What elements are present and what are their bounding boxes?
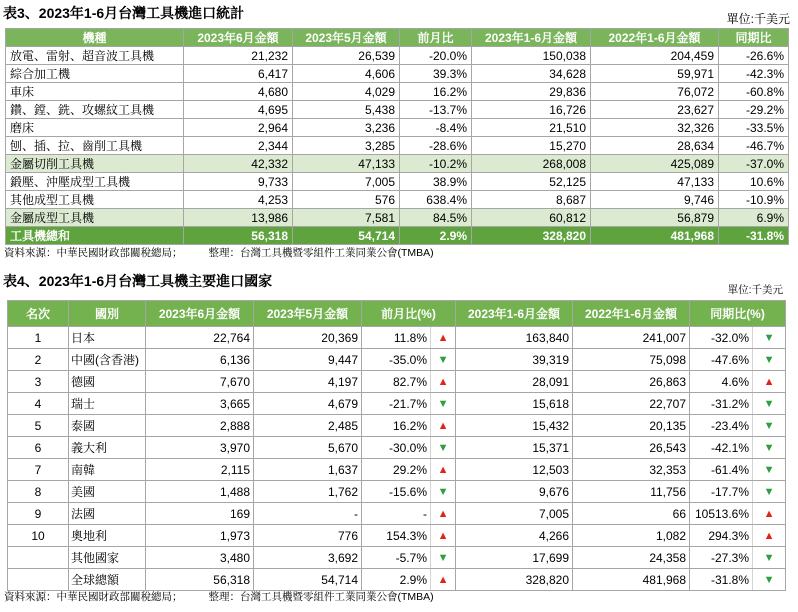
yoy-change: -37.0%	[719, 155, 789, 173]
header-machine-type: 機種	[6, 29, 184, 47]
may-2023-amount: 5,670	[254, 437, 362, 459]
ytd-2023-amount: 60,812	[472, 209, 591, 227]
country: 全球總額	[69, 569, 146, 591]
yoy-change: -46.7%	[719, 137, 789, 155]
may-2023-amount: 1,637	[254, 459, 362, 481]
mom-change: -28.6%	[400, 137, 472, 155]
country: 其他國家	[69, 547, 146, 569]
ytd-2022-amount: 56,879	[591, 209, 719, 227]
may-2023-amount: 3,692	[254, 547, 362, 569]
mom-trend-arrow-icon: ▼	[431, 393, 456, 415]
rank: 10	[8, 525, 69, 547]
mom-change: -10.2%	[400, 155, 472, 173]
ytd-2023-amount: 7,005	[456, 503, 573, 525]
table3-row	[6, 65, 789, 83]
ytd-2023-amount: 328,820	[456, 569, 573, 591]
yoy-change: -42.1%	[690, 437, 753, 459]
mom-change: 11.8%	[362, 327, 431, 349]
yoy-trend-arrow-icon: ▼	[753, 437, 786, 459]
table3-row	[6, 47, 789, 65]
may-2023-amount: 20,369	[254, 327, 362, 349]
jun-2023-amount: 13,986	[184, 209, 293, 227]
ytd-2022-amount: 26,863	[573, 371, 690, 393]
header-may-2023-amount: 2023年5月金額	[254, 301, 362, 327]
rank: 1	[8, 327, 69, 349]
jun-2023-amount: 4,695	[184, 101, 293, 119]
ytd-2023-amount: 15,371	[456, 437, 573, 459]
ytd-2022-amount: 11,756	[573, 481, 690, 503]
table3-header-row	[6, 29, 789, 47]
jun-2023-amount: 2,344	[184, 137, 293, 155]
jun-2023-amount: 6,136	[146, 349, 254, 371]
jun-2023-amount: 21,232	[184, 47, 293, 65]
mom-trend-arrow-icon: ▲	[431, 503, 456, 525]
mom-change: 2.9%	[362, 569, 431, 591]
ytd-2023-amount: 9,676	[456, 481, 573, 503]
header-may-2023-amount: 2023年5月金額	[293, 29, 400, 47]
table3-source-note	[4, 247, 434, 259]
yoy-trend-arrow-icon: ▼	[753, 349, 786, 371]
table4-unit-label: 單位:千美元	[727, 284, 783, 296]
rank: 7	[8, 459, 69, 481]
mom-trend-arrow-icon: ▲	[431, 415, 456, 437]
may-2023-amount: 7,581	[293, 209, 400, 227]
table4-row	[8, 525, 786, 547]
yoy-change: -33.5%	[719, 119, 789, 137]
table3-title: 表3、2023年1-6月台灣工具機進口統計	[3, 5, 245, 21]
country: 中國(含香港)	[69, 349, 146, 371]
ytd-2022-amount: 75,098	[573, 349, 690, 371]
rank	[8, 547, 69, 569]
table4-title: 表4、2023年1-6月台灣工具機主要進口國家	[3, 273, 273, 289]
may-2023-amount: 776	[254, 525, 362, 547]
may-2023-amount: 54,714	[254, 569, 362, 591]
compiler-text: 整理：台灣工具機暨零組件工業同業公會(TMBA)	[208, 591, 434, 603]
may-2023-amount: 4,197	[254, 371, 362, 393]
yoy-change: 6.9%	[719, 209, 789, 227]
ytd-2023-amount: 17,699	[456, 547, 573, 569]
may-2023-amount: 4,606	[293, 65, 400, 83]
yoy-change: -42.3%	[719, 65, 789, 83]
mom-change: 39.3%	[400, 65, 472, 83]
yoy-change: -61.4%	[690, 459, 753, 481]
ytd-2022-amount: 32,353	[573, 459, 690, 481]
ytd-2022-amount: 26,543	[573, 437, 690, 459]
jun-2023-amount: 4,680	[184, 83, 293, 101]
ytd-2023-amount: 21,510	[472, 119, 591, 137]
mom-trend-arrow-icon: ▼	[431, 481, 456, 503]
table4-row	[8, 459, 786, 481]
mom-change: 16.2%	[362, 415, 431, 437]
ytd-2023-amount: 39,319	[456, 349, 573, 371]
mom-change: 16.2%	[400, 83, 472, 101]
ytd-2023-amount: 268,008	[472, 155, 591, 173]
header-yoy-change: 同期比(%)	[690, 301, 786, 327]
country: 南韓	[69, 459, 146, 481]
country: 瑞士	[69, 393, 146, 415]
machine-type: 金屬成型工具機	[6, 209, 184, 227]
ytd-2023-amount: 15,618	[456, 393, 573, 415]
jun-2023-amount: 56,318	[184, 227, 293, 245]
ytd-2022-amount: 28,634	[591, 137, 719, 155]
jun-2023-amount: 3,970	[146, 437, 254, 459]
rank: 4	[8, 393, 69, 415]
yoy-change: -31.8%	[690, 569, 753, 591]
may-2023-amount: 54,714	[293, 227, 400, 245]
table4-row	[8, 349, 786, 371]
table4-row	[8, 327, 786, 349]
yoy-change: -27.3%	[690, 547, 753, 569]
jun-2023-amount: 22,764	[146, 327, 254, 349]
table3-subtotal-row	[6, 155, 789, 173]
yoy-trend-arrow-icon: ▼	[753, 415, 786, 437]
ytd-2022-amount: 20,135	[573, 415, 690, 437]
table4-other-countries-row	[8, 547, 786, 569]
machine-type: 磨床	[6, 119, 184, 137]
mom-change: -30.0%	[362, 437, 431, 459]
jun-2023-amount: 169	[146, 503, 254, 525]
yoy-change: -17.7%	[690, 481, 753, 503]
yoy-change: -23.4%	[690, 415, 753, 437]
ytd-2023-amount: 328,820	[472, 227, 591, 245]
jun-2023-amount: 42,332	[184, 155, 293, 173]
ytd-2023-amount: 28,091	[456, 371, 573, 393]
country: 義大利	[69, 437, 146, 459]
country: 奧地利	[69, 525, 146, 547]
mom-change: 154.3%	[362, 525, 431, 547]
yoy-trend-arrow-icon: ▼	[753, 569, 786, 591]
table4-header-row	[8, 301, 786, 327]
rank: 8	[8, 481, 69, 503]
jun-2023-amount: 2,888	[146, 415, 254, 437]
table3-subtotal-row	[6, 209, 789, 227]
mom-trend-arrow-icon: ▲	[431, 459, 456, 481]
table4-total-row	[8, 569, 786, 591]
header-ytd-2022-amount: 2022年1-6月金額	[591, 29, 719, 47]
jun-2023-amount: 3,480	[146, 547, 254, 569]
ytd-2022-amount: 22,707	[573, 393, 690, 415]
jun-2023-amount: 1,973	[146, 525, 254, 547]
ytd-2023-amount: 4,266	[456, 525, 573, 547]
yoy-change: -32.0%	[690, 327, 753, 349]
may-2023-amount: 47,133	[293, 155, 400, 173]
may-2023-amount: 3,236	[293, 119, 400, 137]
mom-change: 29.2%	[362, 459, 431, 481]
may-2023-amount: 26,539	[293, 47, 400, 65]
table3-row	[6, 173, 789, 191]
mom-change: 82.7%	[362, 371, 431, 393]
ytd-2022-amount: 241,007	[573, 327, 690, 349]
ytd-2022-amount: 59,971	[591, 65, 719, 83]
yoy-change: 294.3%	[690, 525, 753, 547]
yoy-change: -26.6%	[719, 47, 789, 65]
header-jun-2023-amount: 2023年6月金額	[184, 29, 293, 47]
jun-2023-amount: 9,733	[184, 173, 293, 191]
yoy-trend-arrow-icon: ▼	[753, 481, 786, 503]
table3-row	[6, 83, 789, 101]
table3-total-row	[6, 227, 789, 245]
mom-change: -8.4%	[400, 119, 472, 137]
ytd-2022-amount: 425,089	[591, 155, 719, 173]
table3-machine-tool-imports	[5, 28, 789, 245]
may-2023-amount: -	[254, 503, 362, 525]
ytd-2023-amount: 29,836	[472, 83, 591, 101]
yoy-change: -10.9%	[719, 191, 789, 209]
yoy-change: -60.8%	[719, 83, 789, 101]
mom-trend-arrow-icon: ▼	[431, 349, 456, 371]
may-2023-amount: 2,485	[254, 415, 362, 437]
header-ytd-2023-amount: 2023年1-6月金額	[472, 29, 591, 47]
yoy-change: 4.6%	[690, 371, 753, 393]
yoy-change: -29.2%	[719, 101, 789, 119]
ytd-2022-amount: 32,326	[591, 119, 719, 137]
ytd-2022-amount: 23,627	[591, 101, 719, 119]
yoy-change: -31.2%	[690, 393, 753, 415]
mom-change: -20.0%	[400, 47, 472, 65]
header-yoy-change: 同期比	[719, 29, 789, 47]
may-2023-amount: 7,005	[293, 173, 400, 191]
mom-trend-arrow-icon: ▲	[431, 371, 456, 393]
table3-row	[6, 191, 789, 209]
rank: 5	[8, 415, 69, 437]
rank: 6	[8, 437, 69, 459]
jun-2023-amount: 7,670	[146, 371, 254, 393]
yoy-trend-arrow-icon: ▲	[753, 525, 786, 547]
mom-change: 38.9%	[400, 173, 472, 191]
country: 泰國	[69, 415, 146, 437]
mom-change: -5.7%	[362, 547, 431, 569]
table4-row	[8, 437, 786, 459]
ytd-2022-amount: 9,746	[591, 191, 719, 209]
ytd-2022-amount: 66	[573, 503, 690, 525]
country: 美國	[69, 481, 146, 503]
ytd-2022-amount: 76,072	[591, 83, 719, 101]
jun-2023-amount: 1,488	[146, 481, 254, 503]
mom-change: 2.9%	[400, 227, 472, 245]
mom-trend-arrow-icon: ▲	[431, 569, 456, 591]
may-2023-amount: 9,447	[254, 349, 362, 371]
ytd-2023-amount: 8,687	[472, 191, 591, 209]
rank: 3	[8, 371, 69, 393]
may-2023-amount: 1,762	[254, 481, 362, 503]
machine-type: 綜合加工機	[6, 65, 184, 83]
mom-change: -15.6%	[362, 481, 431, 503]
ytd-2022-amount: 481,968	[573, 569, 690, 591]
source-text: 資料來源：中華民國財政部關稅總局；	[4, 591, 183, 603]
header-rank: 名次	[8, 301, 69, 327]
may-2023-amount: 4,679	[254, 393, 362, 415]
ytd-2022-amount: 1,082	[573, 525, 690, 547]
ytd-2023-amount: 163,840	[456, 327, 573, 349]
ytd-2023-amount: 15,432	[456, 415, 573, 437]
mom-change: 638.4%	[400, 191, 472, 209]
jun-2023-amount: 2,964	[184, 119, 293, 137]
ytd-2022-amount: 24,358	[573, 547, 690, 569]
table4-row	[8, 415, 786, 437]
table4-row	[8, 503, 786, 525]
machine-type: 金屬切削工具機	[6, 155, 184, 173]
ytd-2023-amount: 34,628	[472, 65, 591, 83]
jun-2023-amount: 3,665	[146, 393, 254, 415]
ytd-2023-amount: 12,503	[456, 459, 573, 481]
machine-type: 放電、雷射、超音波工具機	[6, 47, 184, 65]
table4-row	[8, 481, 786, 503]
header-jun-2023-amount: 2023年6月金額	[146, 301, 254, 327]
rank: 2	[8, 349, 69, 371]
table4-row	[8, 371, 786, 393]
country: 德國	[69, 371, 146, 393]
source-text: 資料來源：中華民國財政部關稅總局；	[4, 247, 183, 259]
yoy-change: 10.6%	[719, 173, 789, 191]
machine-type: 刨、插、拉、齒削工具機	[6, 137, 184, 155]
yoy-change: -31.8%	[719, 227, 789, 245]
yoy-trend-arrow-icon: ▼	[753, 327, 786, 349]
mom-trend-arrow-icon: ▲	[431, 525, 456, 547]
table3-unit-label: 單位:千美元	[726, 12, 790, 26]
mom-trend-arrow-icon: ▼	[431, 547, 456, 569]
mom-change: -35.0%	[362, 349, 431, 371]
compiler-text: 整理：台灣工具機暨零組件工業同業公會(TMBA)	[208, 247, 434, 259]
table3-row	[6, 137, 789, 155]
jun-2023-amount: 2,115	[146, 459, 254, 481]
header-mom-change: 前月比(%)	[362, 301, 456, 327]
header-country: 國別	[69, 301, 146, 327]
may-2023-amount: 4,029	[293, 83, 400, 101]
yoy-trend-arrow-icon: ▼	[753, 459, 786, 481]
jun-2023-amount: 6,417	[184, 65, 293, 83]
jun-2023-amount: 56,318	[146, 569, 254, 591]
header-ytd-2023-amount: 2023年1-6月金額	[456, 301, 573, 327]
mom-change: -	[362, 503, 431, 525]
may-2023-amount: 576	[293, 191, 400, 209]
machine-type: 鍛壓、沖壓成型工具機	[6, 173, 184, 191]
mom-trend-arrow-icon: ▲	[431, 327, 456, 349]
yoy-trend-arrow-icon: ▼	[753, 393, 786, 415]
table3-row	[6, 119, 789, 137]
machine-type: 鑽、鏜、銑、攻螺紋工具機	[6, 101, 184, 119]
table4-import-countries	[7, 300, 786, 591]
rank: 9	[8, 503, 69, 525]
machine-type: 其他成型工具機	[6, 191, 184, 209]
machine-type: 工具機總和	[6, 227, 184, 245]
ytd-2023-amount: 150,038	[472, 47, 591, 65]
ytd-2022-amount: 47,133	[591, 173, 719, 191]
mom-change: -21.7%	[362, 393, 431, 415]
yoy-trend-arrow-icon: ▲	[753, 503, 786, 525]
country: 日本	[69, 327, 146, 349]
yoy-trend-arrow-icon: ▲	[753, 371, 786, 393]
rank	[8, 569, 69, 591]
table4-source-note	[4, 591, 434, 603]
ytd-2023-amount: 52,125	[472, 173, 591, 191]
yoy-trend-arrow-icon: ▼	[753, 547, 786, 569]
mom-change: -13.7%	[400, 101, 472, 119]
header-ytd-2022-amount: 2022年1-6月金額	[573, 301, 690, 327]
ytd-2022-amount: 204,459	[591, 47, 719, 65]
country: 法國	[69, 503, 146, 525]
ytd-2023-amount: 16,726	[472, 101, 591, 119]
mom-trend-arrow-icon: ▼	[431, 437, 456, 459]
header-mom-change: 前月比	[400, 29, 472, 47]
yoy-change: 10513.6%	[690, 503, 753, 525]
yoy-change: -47.6%	[690, 349, 753, 371]
ytd-2022-amount: 481,968	[591, 227, 719, 245]
ytd-2023-amount: 15,270	[472, 137, 591, 155]
may-2023-amount: 3,285	[293, 137, 400, 155]
machine-type: 車床	[6, 83, 184, 101]
may-2023-amount: 5,438	[293, 101, 400, 119]
mom-change: 84.5%	[400, 209, 472, 227]
table3-row	[6, 101, 789, 119]
jun-2023-amount: 4,253	[184, 191, 293, 209]
table4-row	[8, 393, 786, 415]
